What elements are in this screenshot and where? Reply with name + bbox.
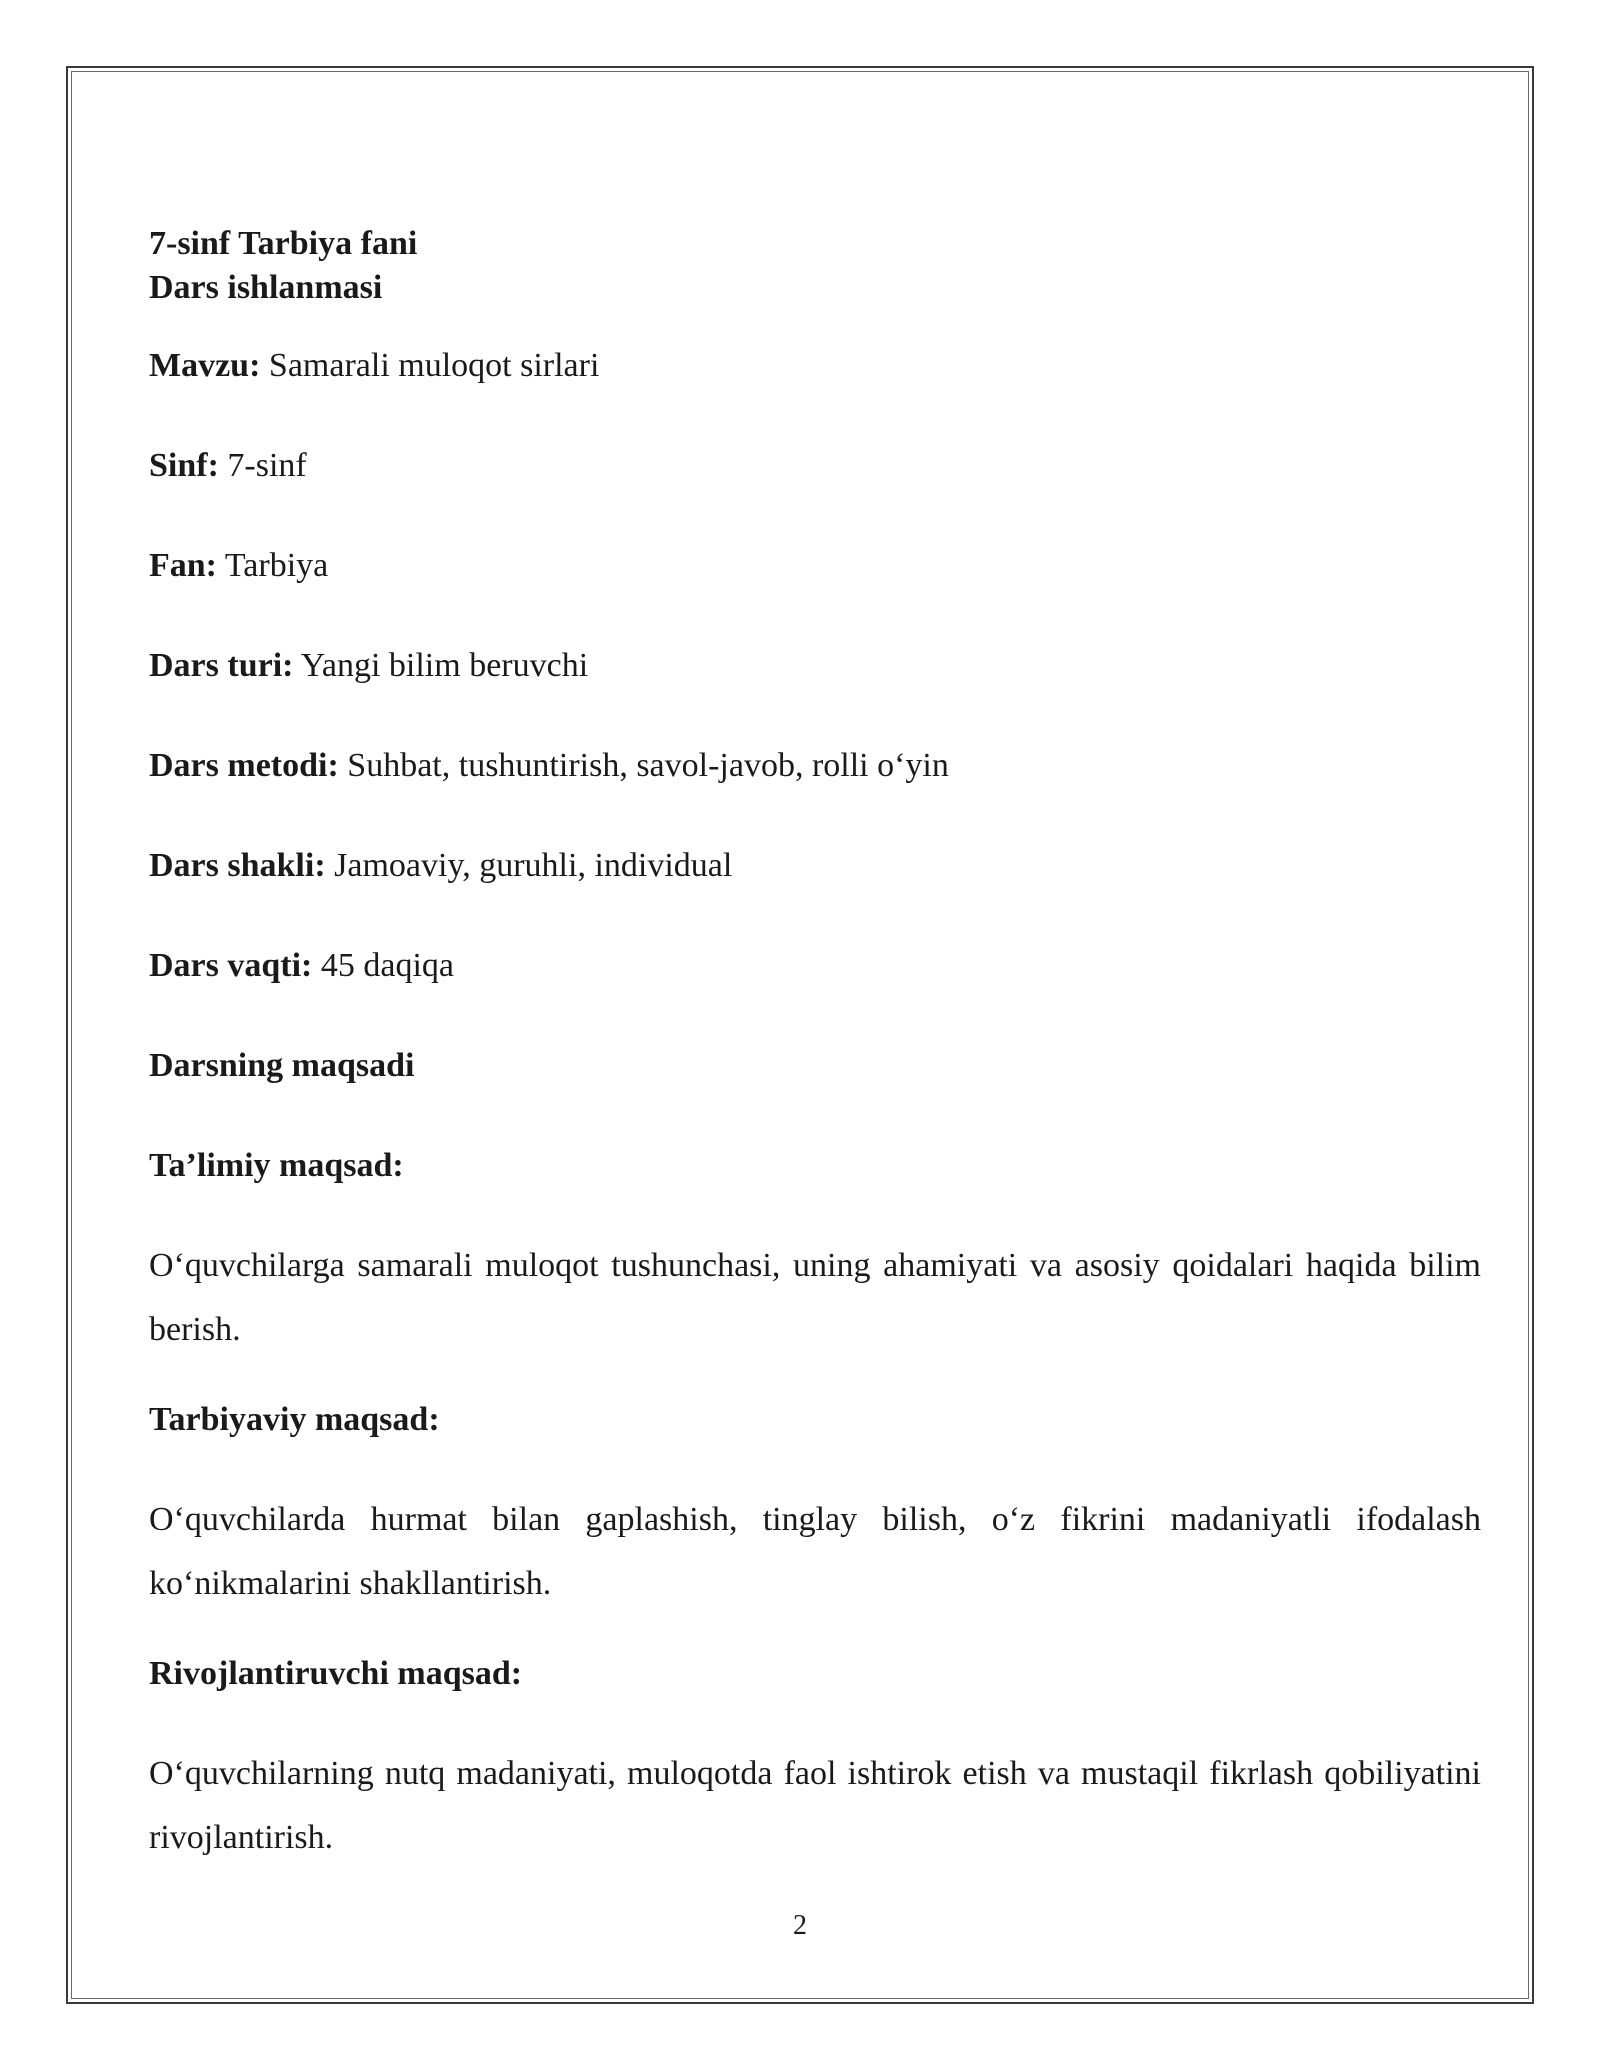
field-sinf — [149, 444, 1481, 488]
field-mavzu — [149, 344, 1481, 388]
field-label: Sinf: — [149, 447, 219, 484]
page-number: 2 — [793, 1910, 807, 1941]
goals-heading: Darsning maqsadi — [149, 1047, 415, 1084]
field-dars-shakli — [149, 844, 1481, 888]
field-value: Samarali muloqot sirlari — [268, 347, 600, 384]
field-value: Yangi bilim beruvchi — [300, 647, 589, 684]
goal-text-talimiy: O‘quvchilarga samarali muloqot tushunchasi, uning ahamiyati va asosiy qoidalari haqida bilim berish. — [149, 1247, 1481, 1348]
document-body — [149, 222, 1481, 1870]
goal-title-tarbiyaviy: Tarbiyaviy maqsad: — [149, 1401, 440, 1438]
field-label: Dars vaqti: — [149, 947, 313, 984]
field-label: Fan: — [149, 547, 217, 584]
field-label: Dars turi: — [149, 647, 294, 684]
goal-title-rivojlantiruvchi: Rivojlantiruvchi maqsad: — [149, 1655, 523, 1692]
goal-text-tarbiyaviy: O‘quvchilarda hurmat bilan gaplashish, tinglay bilish, o‘z fikrini madaniyatli ifodalash ko‘nikmalarini shakllantirish. — [149, 1501, 1481, 1602]
field-value: Suhbat, tushuntirish, savol-javob, rolli o‘yin — [347, 747, 949, 784]
field-value: 45 daqiqa — [320, 947, 455, 984]
field-fan — [149, 544, 1481, 588]
field-label: Mavzu: — [149, 347, 261, 384]
field-label: Dars shakli: — [149, 847, 326, 884]
field-value: 7-sinf — [227, 447, 307, 484]
field-dars-vaqti — [149, 944, 1481, 988]
document-title: 7-sinf Tarbiya fani — [149, 225, 418, 262]
document-subtitle: Dars ishlanmasi — [149, 269, 383, 306]
field-dars-metodi — [149, 744, 1481, 788]
field-value: Jamoaviy, guruhli, individual — [334, 847, 733, 884]
field-dars-turi — [149, 644, 1481, 688]
goal-text-rivojlantiruvchi: O‘quvchilarning nutq madaniyati, muloqotda faol ishtirok etish va mustaqil fikrlash qobiliyatini rivojlantirish. — [149, 1755, 1481, 1856]
goal-title-talimiy: Ta’limiy maqsad: — [149, 1147, 404, 1184]
field-label: Dars metodi: — [149, 747, 339, 784]
field-value: Tarbiya — [224, 547, 329, 584]
